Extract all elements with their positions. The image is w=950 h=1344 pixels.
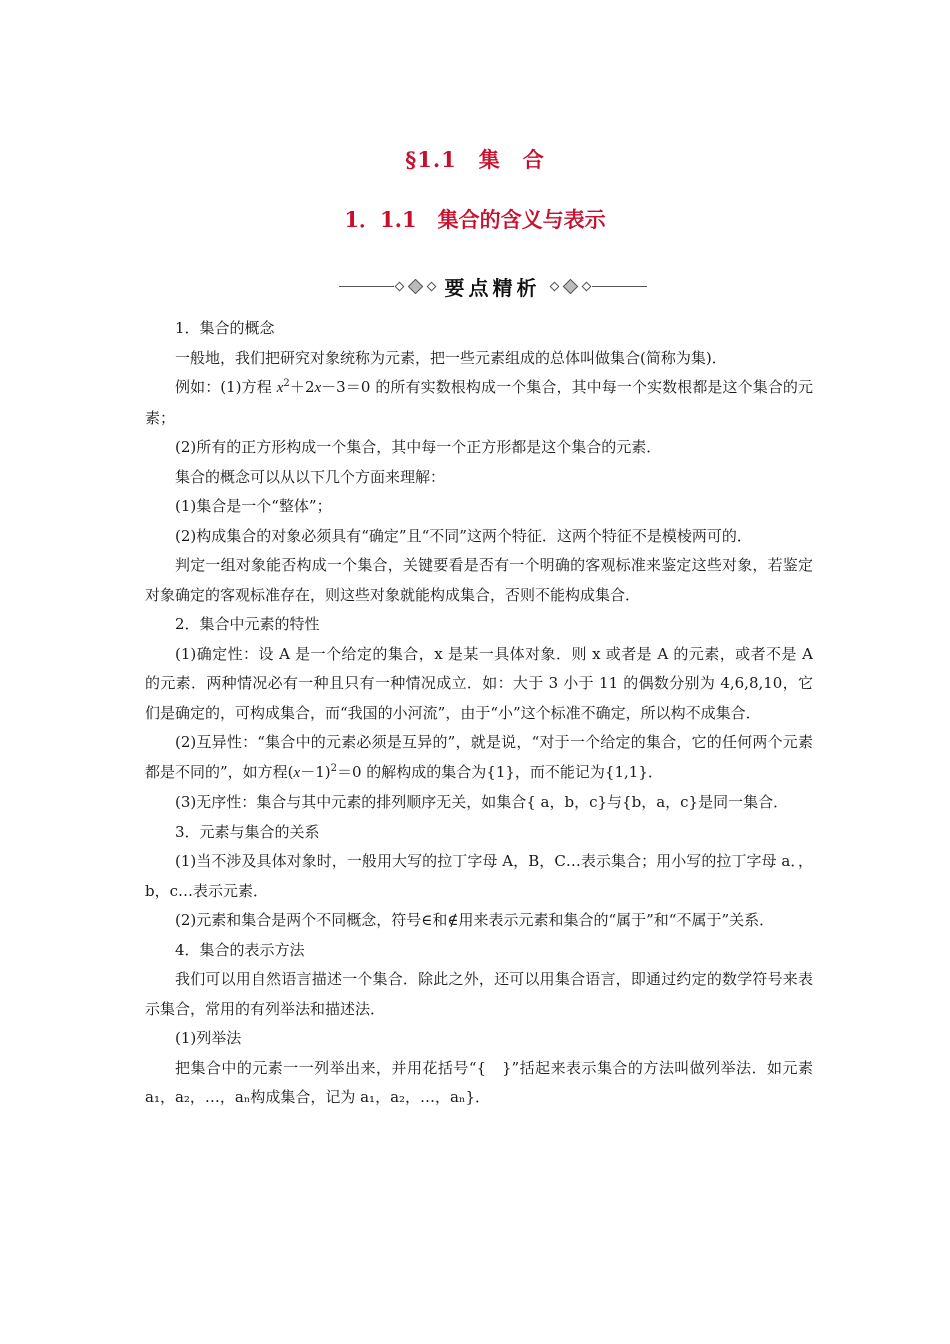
- paragraph: 一般地，我们把研究对象统称为元素，把一些元素组成的总体叫做集合(简称为集)．: [175, 348, 727, 367]
- paragraph: 集合的概念可以从以下几个方面来理解：: [175, 467, 446, 486]
- right-ornament: [549, 281, 647, 292]
- paragraph: (1)当不涉及具体对象时，一般用大写的拉丁字母 A，B，C…表示集合；用小写的拉丁字母 a．，b，c…表示元素．: [145, 852, 813, 900]
- paragraph: (1)确定性：设 A 是一个给定的集合，x 是某一具体对象．则 x 或者是 A 的元素，或者不是 A 的元素．两种情况必有一种且只有一种情况成立．如：大于 3 小于 11 的偶数分别为 4,6,8,10，它们是确定的，可构成集合，而“我国的小河流”，由于“小”这个标准不确定，所以构不成集合．: [145, 644, 813, 722]
- left-ornament: [339, 281, 437, 292]
- paragraph: (1)列举法: [175, 1029, 242, 1047]
- paragraph: (2)构成集合的对象必须具有“确定”且“不同”这两个特征．这两个特征不是模棱两可的．: [175, 526, 752, 545]
- paragraph: 我们可以用自然语言描述一个集合．除此之外，还可以用集合语言，即通过约定的数学符号来表示集合，常用的有列举法和描述法．: [145, 970, 813, 1018]
- paragraph: 判定一组对象能否构成一个集合，关键要看是否有一个明确的客观标准来鉴定这些对象，若鉴定对象确定的客观标准存在，则这些对象就能构成集合，否则不能构成集合．: [145, 556, 813, 604]
- paragraph: 把集合中的元素一一列举出来，并用花括号“{ }”括起来表示集合的方法叫做列举法．如元素 a₁，a₂，…，aₙ构成集合，记为 a₁，a₂，…，aₙ}．: [145, 1058, 813, 1106]
- heading-4: 4．集合的表示方法: [175, 940, 305, 959]
- paragraph: (1)集合是一个“整体”；: [175, 497, 332, 515]
- section-header: [315, 272, 670, 300]
- heading-3: 3．元素与集合的关系: [175, 822, 320, 841]
- paragraph-distinctness: (2)互异性：“集合中的元素必须是互异的”，就是说，“对于一个给定的集合，它的任何两个元素都是不同的”，如方程$(x-1)^2=0$ 的解构成的集合为{1}，而不能记为{1,1}．: [145, 733, 813, 781]
- section-title: 1．1.1 集合的含义与表示: [344, 207, 606, 232]
- paragraph: (2)所有的正方形构成一个集合，其中每一个正方形都是这个集合的元素．: [175, 438, 662, 456]
- paragraph: (3)无序性：集合与其中元素的排列顺序无关，如集合{ a，b，c}与{b，a，c}是同一集合．: [175, 793, 789, 811]
- paragraph: (2)元素和集合是两个不同概念，符号∈和∉用来表示元素和集合的“属于”和“不属于”关系．: [175, 911, 775, 929]
- box-title: 要点精析: [444, 275, 541, 300]
- chapter-title: §1.1 集 合: [405, 147, 545, 172]
- heading-2: 2．集合中元素的特性: [175, 615, 320, 633]
- main-content: [145, 314, 813, 1113]
- paragraph-example: 例如：(1)方程 $x^2+2x-3=0$ 的所有实数根构成一个集合，其中每一个实数根都是这个集合的元素；: [145, 378, 814, 427]
- heading-1: 1．集合的概念: [175, 319, 275, 337]
